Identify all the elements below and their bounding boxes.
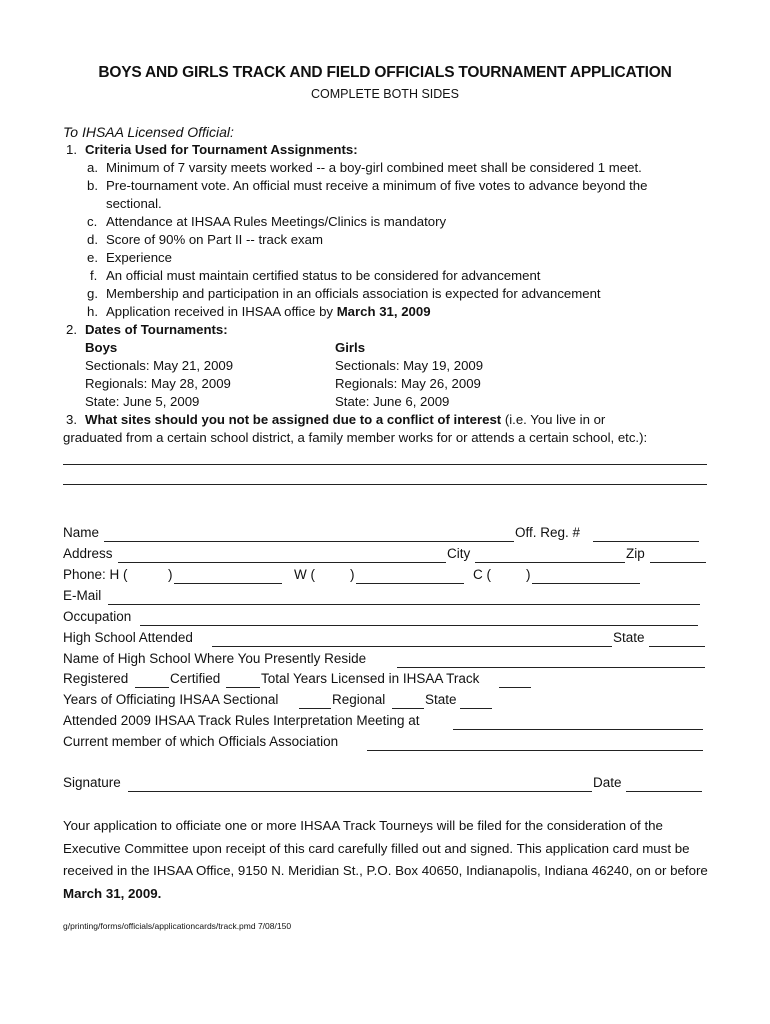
- closing-deadline: March 31, 2009.: [63, 885, 162, 901]
- phone-home-label: Phone: H (: [63, 567, 128, 582]
- conflict-answer-line-1[interactable]: [63, 464, 707, 465]
- signature-label: Signature: [63, 775, 121, 790]
- girls-sectionals: Sectionals: May 19, 2009: [335, 358, 484, 373]
- regional-label: Regional: [332, 692, 386, 707]
- footer-file-path: g/printing/forms/officials/applicationcards/track.pmd 7/08/150: [63, 921, 292, 931]
- paren-close: ): [168, 567, 173, 582]
- criteria-item: Minimum of 7 varsity meets worked -- a boy-girl combined meet shall be considered 1 meet.: [106, 160, 642, 175]
- section3-rest: (i.e. You live in or: [504, 412, 606, 427]
- state-years-input[interactable]: [460, 708, 492, 709]
- page-subtitle: COMPLETE BOTH SIDES: [311, 87, 459, 101]
- criteria-letter: e.: [87, 250, 98, 265]
- criteria-item: Pre-tournament vote. An official must receive a minimum of five votes to advance beyond the: [106, 178, 648, 193]
- city-label: City: [447, 546, 471, 561]
- intro-line: To IHSAA Licensed Official:: [63, 124, 234, 140]
- criteria-letter: g.: [87, 286, 98, 301]
- section3-number: 3.: [66, 412, 77, 427]
- address-input[interactable]: [118, 562, 446, 563]
- address-label: Address: [63, 546, 113, 561]
- criteria-item: Experience: [106, 250, 172, 265]
- section3-heading: What sites should you not be assigned due to a conflict of interest: [85, 412, 502, 427]
- criteria-item: An official must maintain certified status to be considered for advancement: [106, 268, 541, 283]
- criteria-item: Membership and participation in an officials association is expected for advancement: [106, 286, 601, 301]
- criteria-item: Score of 90% on Part II -- track exam: [106, 232, 323, 247]
- criteria-letter: a.: [87, 160, 98, 175]
- section2-number: 2.: [66, 322, 77, 337]
- phone-cell-input[interactable]: [532, 583, 640, 584]
- section2-heading: Dates of Tournaments:: [85, 322, 228, 337]
- occupation-label: Occupation: [63, 609, 132, 624]
- off-reg-label: Off. Reg. #: [515, 525, 581, 540]
- boys-sectionals: Sectionals: May 21, 2009: [85, 358, 234, 373]
- email-input[interactable]: [108, 604, 700, 605]
- association-input[interactable]: [367, 750, 703, 751]
- state-label: State: [613, 630, 645, 645]
- high-school-label: High School Attended: [63, 630, 193, 645]
- section1-heading: Criteria Used for Tournament Assignments:: [85, 142, 358, 157]
- state-years-label: State: [425, 692, 457, 707]
- zip-input[interactable]: [650, 562, 706, 563]
- criteria-item-text: Application received in IHSAA office by: [106, 304, 334, 319]
- phone-work-input[interactable]: [356, 583, 464, 584]
- hs-reside-input[interactable]: [397, 667, 705, 668]
- phone-cell-label: C (: [473, 567, 491, 582]
- high-school-input[interactable]: [212, 646, 612, 647]
- registered-label: Registered: [63, 671, 129, 686]
- name-input[interactable]: [104, 541, 514, 542]
- certified-label: Certified: [170, 671, 221, 686]
- email-label: E-Mail: [63, 588, 102, 603]
- date-label: Date: [593, 775, 622, 790]
- hs-reside-label: Name of High School Where You Presently Reside: [63, 651, 367, 666]
- deadline-date: March 31, 2009: [336, 304, 431, 319]
- phone-home-input[interactable]: [174, 583, 282, 584]
- boys-label: Boys: [85, 340, 118, 355]
- page-title: BOYS AND GIRLS TRACK AND FIELD OFFICIALS TOURNAMENT APPLICATION: [98, 64, 672, 81]
- sectional-years-input[interactable]: [299, 708, 331, 709]
- phone-work-label: W (: [294, 567, 315, 582]
- girls-state: State: June 6, 2009: [335, 394, 450, 409]
- name-label: Name: [63, 525, 100, 540]
- total-years-label: Total Years Licensed in IHSAA Track: [261, 671, 480, 686]
- girls-regionals: Regionals: May 26, 2009: [335, 376, 481, 391]
- section3-line2: graduated from a certain school district, a family member works for or attends a certain school, etc.):: [63, 430, 648, 445]
- criteria-item-continued: sectional.: [106, 196, 162, 211]
- closing-text: Your application to officiate one or more IHSAA Track Tourneys will be filed for the consideration of the Executive Committee upon receipt of this card carefully filled out and signed. This application card must be received in the IHSAA Office, 9150 N. Meridian St., P.O. Box 40650, Indianapolis, Indiana 46240, on or before: [63, 818, 708, 878]
- attended-meeting-label: Attended 2009 IHSAA Track Rules Interpretation Meeting at: [63, 713, 420, 728]
- criteria-letter: c.: [87, 214, 98, 229]
- association-label: Current member of which Officials Association: [63, 734, 339, 749]
- paren-close: ): [526, 567, 531, 582]
- signature-input[interactable]: [128, 791, 592, 792]
- closing-paragraph: [63, 815, 713, 905]
- criteria-item: [106, 303, 431, 321]
- years-officiating-label: Years of Officiating IHSAA Sectional: [63, 692, 279, 707]
- conflict-answer-line-2[interactable]: [63, 484, 707, 485]
- boys-state: State: June 5, 2009: [85, 394, 200, 409]
- regional-years-input[interactable]: [392, 708, 424, 709]
- criteria-letter: b.: [87, 178, 98, 193]
- off-reg-input[interactable]: [593, 541, 699, 542]
- date-input[interactable]: [626, 791, 702, 792]
- criteria-item: Attendance at IHSAA Rules Meetings/Clinics is mandatory: [106, 214, 447, 229]
- certified-input[interactable]: [226, 687, 260, 688]
- girls-label: Girls: [335, 340, 366, 355]
- registered-input[interactable]: [135, 687, 169, 688]
- section3-question: [85, 411, 605, 429]
- boys-regionals: Regionals: May 28, 2009: [85, 376, 231, 391]
- attended-meeting-input[interactable]: [453, 729, 703, 730]
- section1-number: 1.: [66, 142, 77, 157]
- state-input[interactable]: [649, 646, 705, 647]
- paren-close: ): [350, 567, 355, 582]
- occupation-input[interactable]: [140, 625, 698, 626]
- criteria-letter: d.: [87, 232, 98, 247]
- criteria-letter: f.: [90, 268, 98, 283]
- city-input[interactable]: [475, 562, 625, 563]
- zip-label: Zip: [626, 546, 645, 561]
- total-years-input[interactable]: [499, 687, 531, 688]
- criteria-letter: h.: [87, 304, 98, 319]
